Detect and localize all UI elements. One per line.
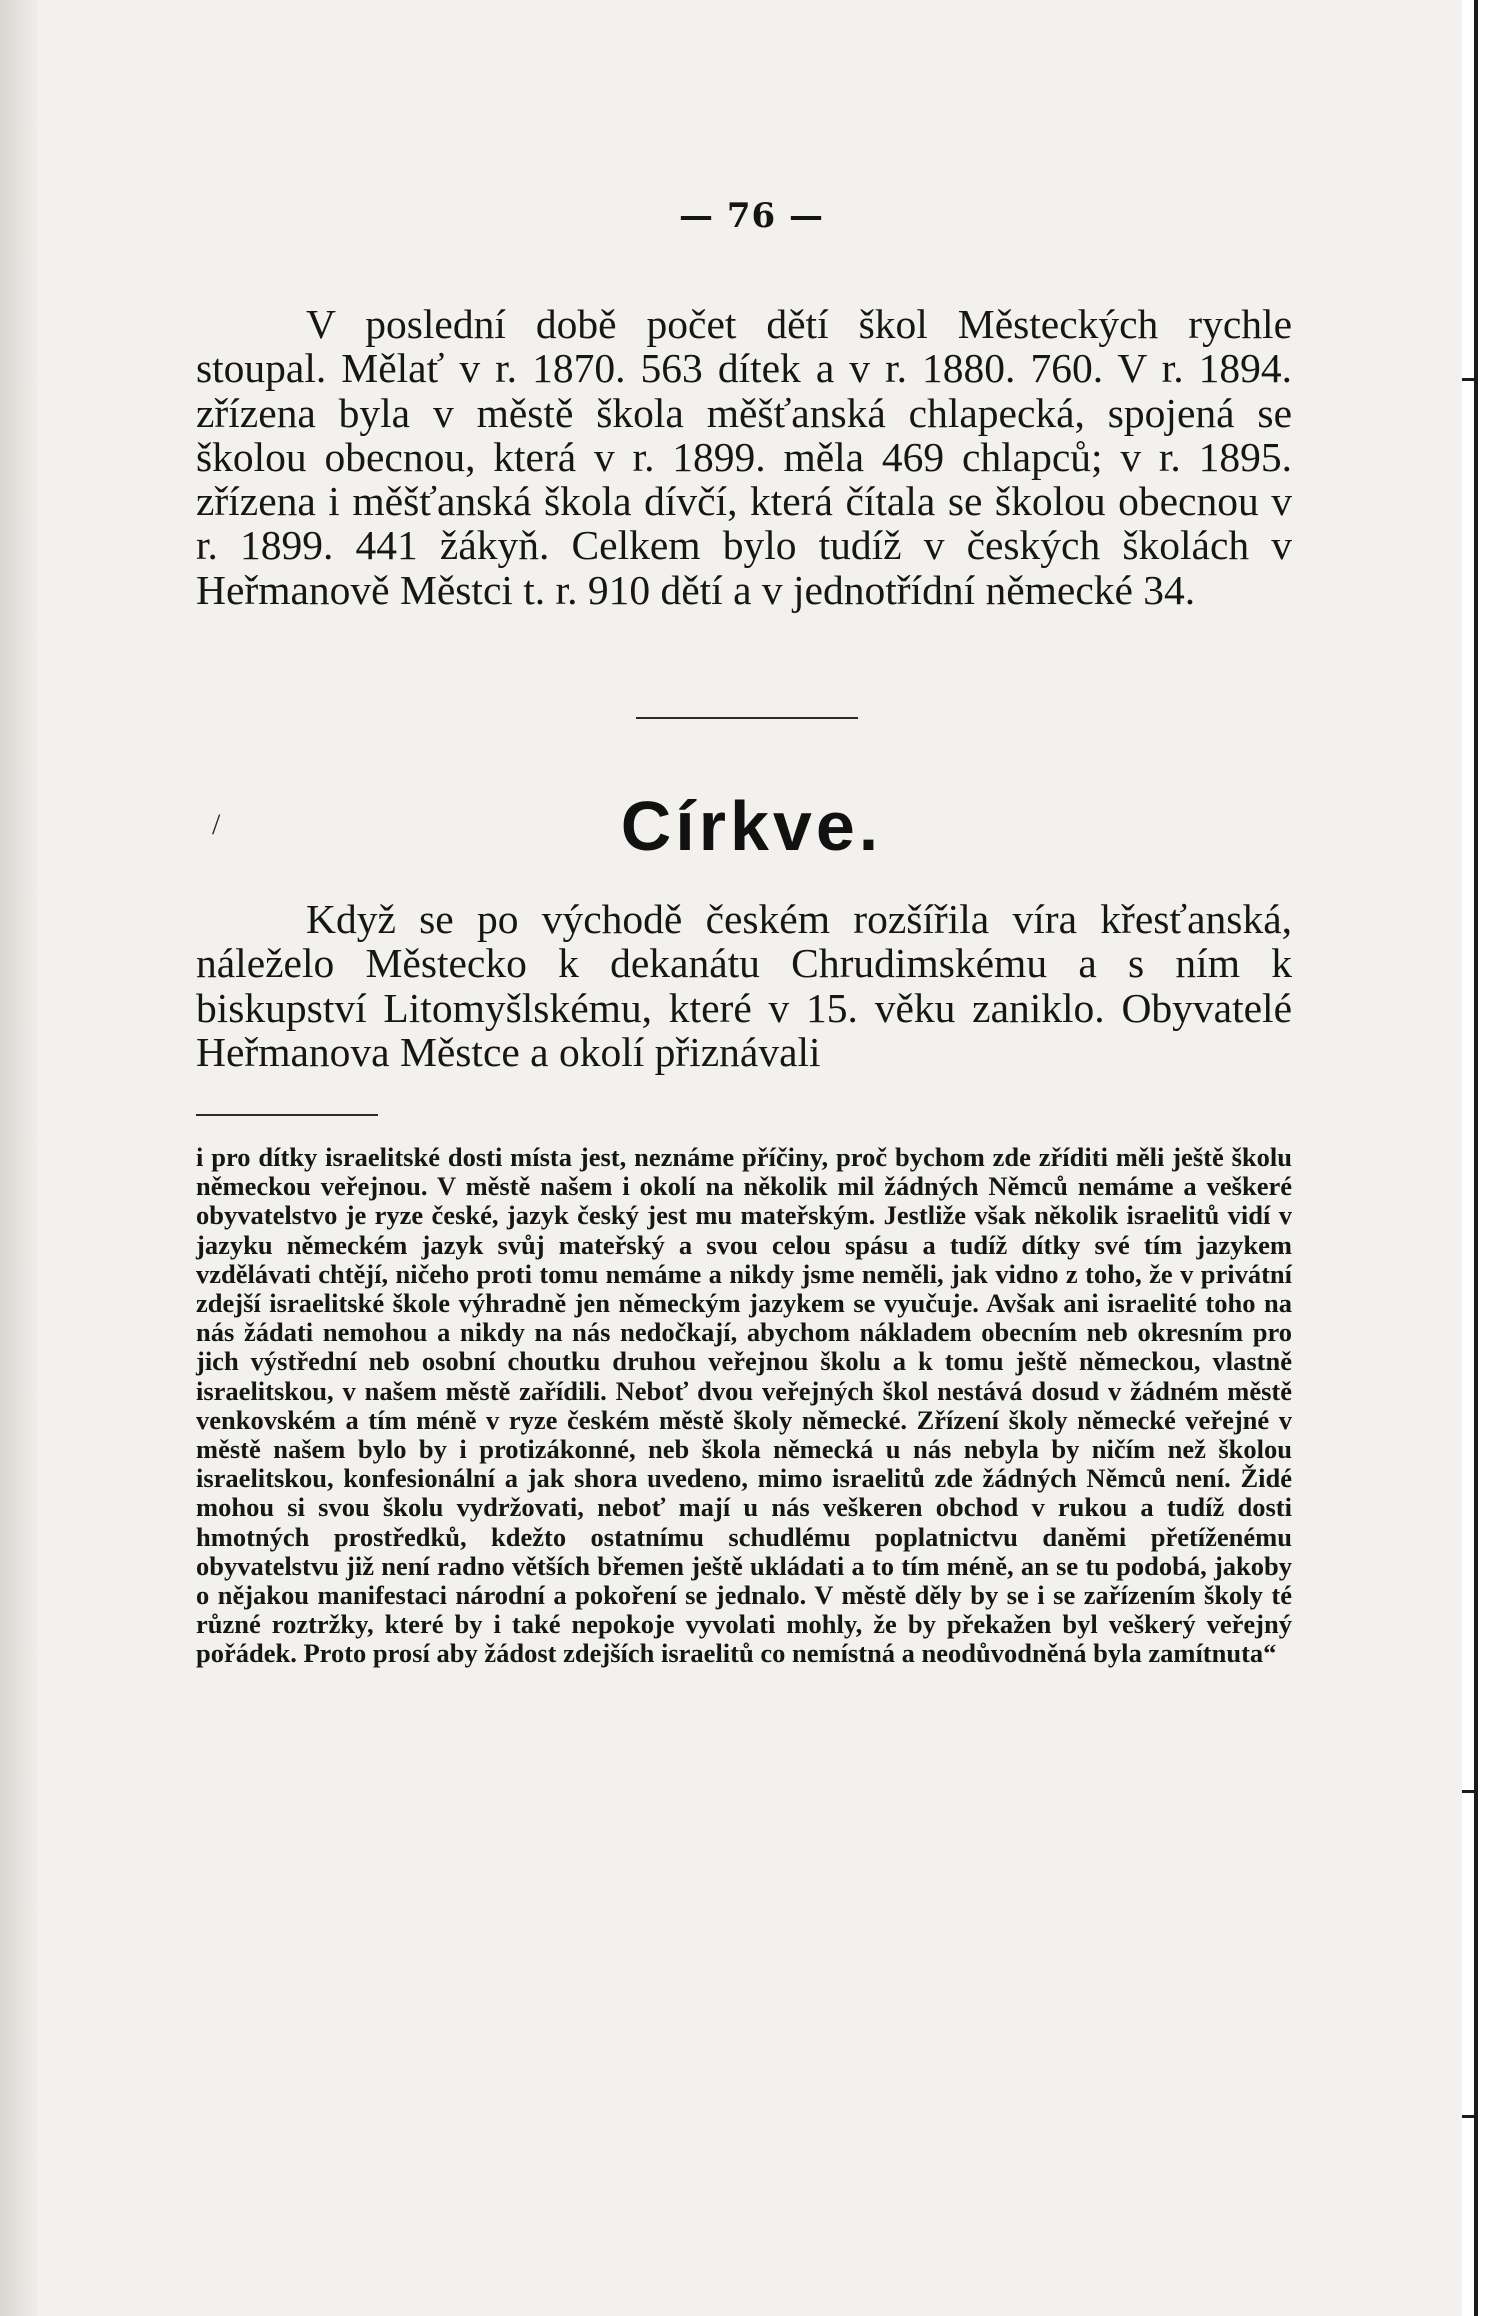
section-divider — [636, 717, 858, 719]
edge-tick-mark — [1462, 2115, 1476, 2118]
paragraph-text: Když se po východě českém rozšířila víra křesťanská, náleželo Městecko k dekanátu Chrudimskému a s ním k biskupství Litomyšlskému, které v 15. věku zaniklo. Obyvatelé Heřmanova Městce a okolí přiznávali — [196, 896, 1292, 1075]
page-gutter-shadow — [0, 0, 38, 2316]
stray-pencil-mark: / — [212, 808, 221, 841]
section-heading: Církve. — [620, 787, 883, 865]
binding-edge-line — [1474, 0, 1478, 2316]
body-paragraph-churches — [196, 897, 1292, 1074]
body-paragraph-schools — [196, 302, 1292, 612]
edge-tick-mark — [1462, 1790, 1476, 1793]
page-number: — 76 — — [679, 196, 824, 236]
footnote-divider — [196, 1114, 378, 1116]
paragraph-text: V poslední době počet dětí škol Městeckých rychle stoupal. Mělať v r. 1870. 563 dítek a v r. 1880. 760. V r. 1894. zřízena byla v městě škola měšťanská chlapecká, spojená se školou obecnou, která v r. 1899. měla 469 chlapců; v r. 1895. zřízena i měšťanská škola dívčí, která čítala se školou obecnou v r. 1899. 441 žákyň. Celkem bylo tudíž v českých školách v Heřmanově Městci t. r. 910 dětí a v jednotřídní německé 34. — [196, 301, 1292, 613]
footnote-text: i pro dítky israelitské dosti místa jest, neznáme příčiny, proč bychom zde zříditi měli ještě školu německou veřejnou. V městě našem i okolí na několik mil žádných Němců nemáme a veškeré obyvatelstvo je ryze české, jazyk český jest mu mateřským. Jestliže však několik israelitů vidí v jazyku německém jazyk svůj mateřský a svou celou spásu a tudíž dítky své tím jazykem vzdělávati chtějí, ničeho proti tomu nemáme a nikdy jsme neměli, jak vidno z toho, že v privátní zdejší israelitské škole výhradně jen německým jazykem se vyučuje. Avšak ani israelité toho na nás žádati nemohou a nikdy na nás nedočkají, abychom nákladem obecním neb okresním pro jich výstřední neb osobní choutku druhou veřejnou školu a k tomu ještě německou, vlastně israelitskou, v našem městě zařídili. Neboť dvou veřejných škol nestává dosud v žádném městě venkovském a tím méně v ryze českém městě školy německé. Zřízení školy německé veřejné v městě našem bylo by i protizákonné, neb škola německá u nás nebyla by ničím než školou israelitskou, konfesionální a jak shora uvedeno, mimo israelitů zde žádných Němců není. Židé mohou si svou školu vydržovati, neboť mají u nás veškeren obchod v rukou a tudíž dosti hmotných prostředků, kdežto ostatnímu schudlému poplatnictvu daněmi přetíženému obyvatelstvu již není radno větších břemen ještě ukládati a to tím méně, an se tu podobá, jakoby o nějakou manifestaci národní a pokoření se jednalo. V městě děly by se i se zařízením školy té různé roztržky, které by i také nepokoje vyvolati mohly, že by překažen byl veškerý veřejný pořádek. Proto prosí aby žádost zdejších israelitů co nemístná a neodůvodněná byla zamítnuta“ — [196, 1142, 1292, 1669]
footnote — [196, 1143, 1292, 1669]
edge-tick-mark — [1462, 378, 1476, 381]
page-right-margin — [1462, 0, 1503, 2316]
